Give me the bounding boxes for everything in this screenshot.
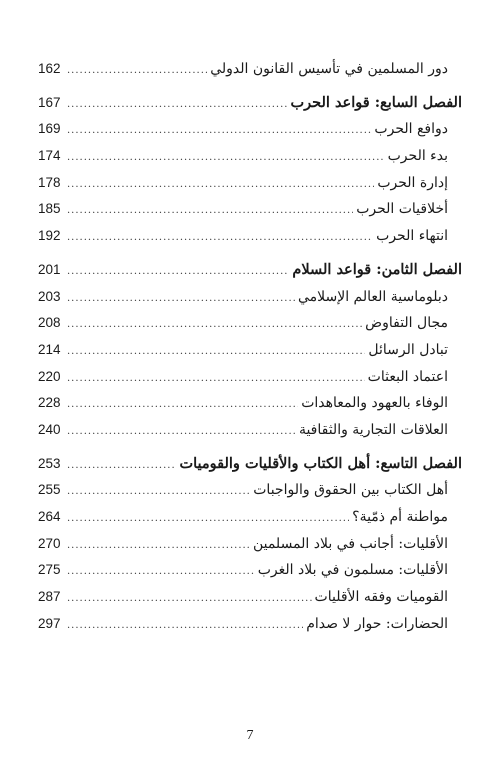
page-ref: 287 xyxy=(38,589,61,605)
page-ref: 162 xyxy=(38,61,61,76)
toc-entry-row xyxy=(38,196,462,223)
entry-title: الحضارات: حوار لا صدام xyxy=(306,615,448,632)
dot-leader xyxy=(67,506,349,533)
page-ref: 275 xyxy=(38,562,61,578)
toc-entry-row xyxy=(38,56,462,83)
toc-chapter-row xyxy=(38,90,462,117)
toc-entry-row xyxy=(38,143,462,170)
page-ref: 214 xyxy=(38,341,61,357)
toc-entry-row xyxy=(38,477,462,504)
page-ref: 228 xyxy=(38,395,61,411)
dot-leader xyxy=(67,392,298,419)
dot-leader xyxy=(67,259,289,286)
page-ref: 201 xyxy=(38,261,61,277)
toc-chapter-row xyxy=(38,257,462,284)
entry-title: دوافع الحرب xyxy=(374,121,448,138)
entry-title: مجال التفاوض xyxy=(365,315,448,332)
toc-entry-row xyxy=(38,284,462,311)
dot-leader xyxy=(67,145,385,172)
entry-title: انتهاء الحرب xyxy=(376,228,448,245)
entry-title: أهل الكتاب بين الحقوق والواجبات xyxy=(253,482,448,499)
page-ref: 253 xyxy=(38,455,61,471)
page-ref: 255 xyxy=(38,482,61,498)
toc-entry-row xyxy=(38,584,462,611)
chapter-title: الفصل الثامن: قواعد السلام xyxy=(292,260,462,278)
entry-title: الأقليات: مسلمون في بلاد الغرب xyxy=(257,562,448,579)
toc-entry-row xyxy=(38,170,462,197)
page-ref: 203 xyxy=(38,288,61,304)
toc-entry-row xyxy=(38,310,462,337)
chapter-title: الفصل السابع: قواعد الحرب xyxy=(290,93,462,111)
dot-leader xyxy=(67,559,255,586)
toc-entry-row xyxy=(38,337,462,364)
toc-entry-row xyxy=(38,223,462,250)
page-ref: 220 xyxy=(38,368,61,384)
page-ref: 264 xyxy=(38,509,61,524)
dot-leader xyxy=(67,613,303,640)
dot-leader xyxy=(67,312,362,339)
entry-title: الأقليات: أجانب في بلاد المسلمين xyxy=(252,535,448,552)
entry-title: دبلوماسية العالم الإسلامي xyxy=(297,288,448,305)
toc-entry-row xyxy=(38,417,462,444)
page-ref: 192 xyxy=(38,228,61,244)
toc-chapter-row xyxy=(38,451,462,478)
dot-leader xyxy=(67,479,250,506)
entry-title: العلاقات التجارية والثقافية xyxy=(298,421,448,438)
entry-title: بدء الحرب xyxy=(387,148,448,165)
page-ref: 174 xyxy=(38,148,61,164)
dot-leader xyxy=(67,172,374,199)
page-ref: 297 xyxy=(38,615,61,631)
toc-entry-row xyxy=(38,611,462,638)
entry-title: دور المسلمين في تأسيس القانون الدولي xyxy=(210,61,448,77)
dot-leader xyxy=(67,586,312,613)
page-ref: 167 xyxy=(38,94,61,110)
dot-leader xyxy=(67,118,371,145)
dot-leader xyxy=(67,339,365,366)
page-ref: 270 xyxy=(38,535,61,551)
entry-title: أخلاقيات الحرب xyxy=(356,201,448,218)
toc-entry-row xyxy=(38,364,462,391)
page-ref: 178 xyxy=(38,174,61,190)
dot-leader xyxy=(67,92,287,119)
toc-entry-row xyxy=(38,504,462,531)
dot-leader xyxy=(67,198,353,225)
entry-title: الوفاء بالعهود والمعاهدات xyxy=(301,395,448,412)
dot-leader xyxy=(67,533,250,560)
toc-entry-row xyxy=(38,390,462,417)
chapter-title: الفصل التاسع: أهل الكتاب والأقليات والقوميات xyxy=(179,454,462,472)
entry-title: إدارة الحرب xyxy=(377,174,448,191)
page-ref: 169 xyxy=(38,121,61,137)
entry-title: مواطنة أم ذمّية؟ xyxy=(352,509,448,525)
dot-leader xyxy=(67,366,365,393)
dot-leader xyxy=(67,453,176,480)
page-ref: 185 xyxy=(38,201,61,217)
entry-title: اعتماد البعثات xyxy=(367,368,448,385)
toc-entry-row xyxy=(38,531,462,558)
page-number: 7 xyxy=(246,728,254,743)
dot-leader xyxy=(67,419,296,446)
toc-entry-row xyxy=(38,557,462,584)
dot-leader xyxy=(67,58,207,85)
dot-leader xyxy=(67,225,373,252)
entry-title: تبادل الرسائل xyxy=(368,341,448,358)
dot-leader xyxy=(67,286,295,313)
entry-title: القوميات وفقه الأقليات xyxy=(314,589,448,606)
toc-entry-row xyxy=(38,116,462,143)
page-ref: 208 xyxy=(38,315,61,331)
page-ref: 240 xyxy=(38,421,61,437)
table-of-contents xyxy=(38,56,462,637)
